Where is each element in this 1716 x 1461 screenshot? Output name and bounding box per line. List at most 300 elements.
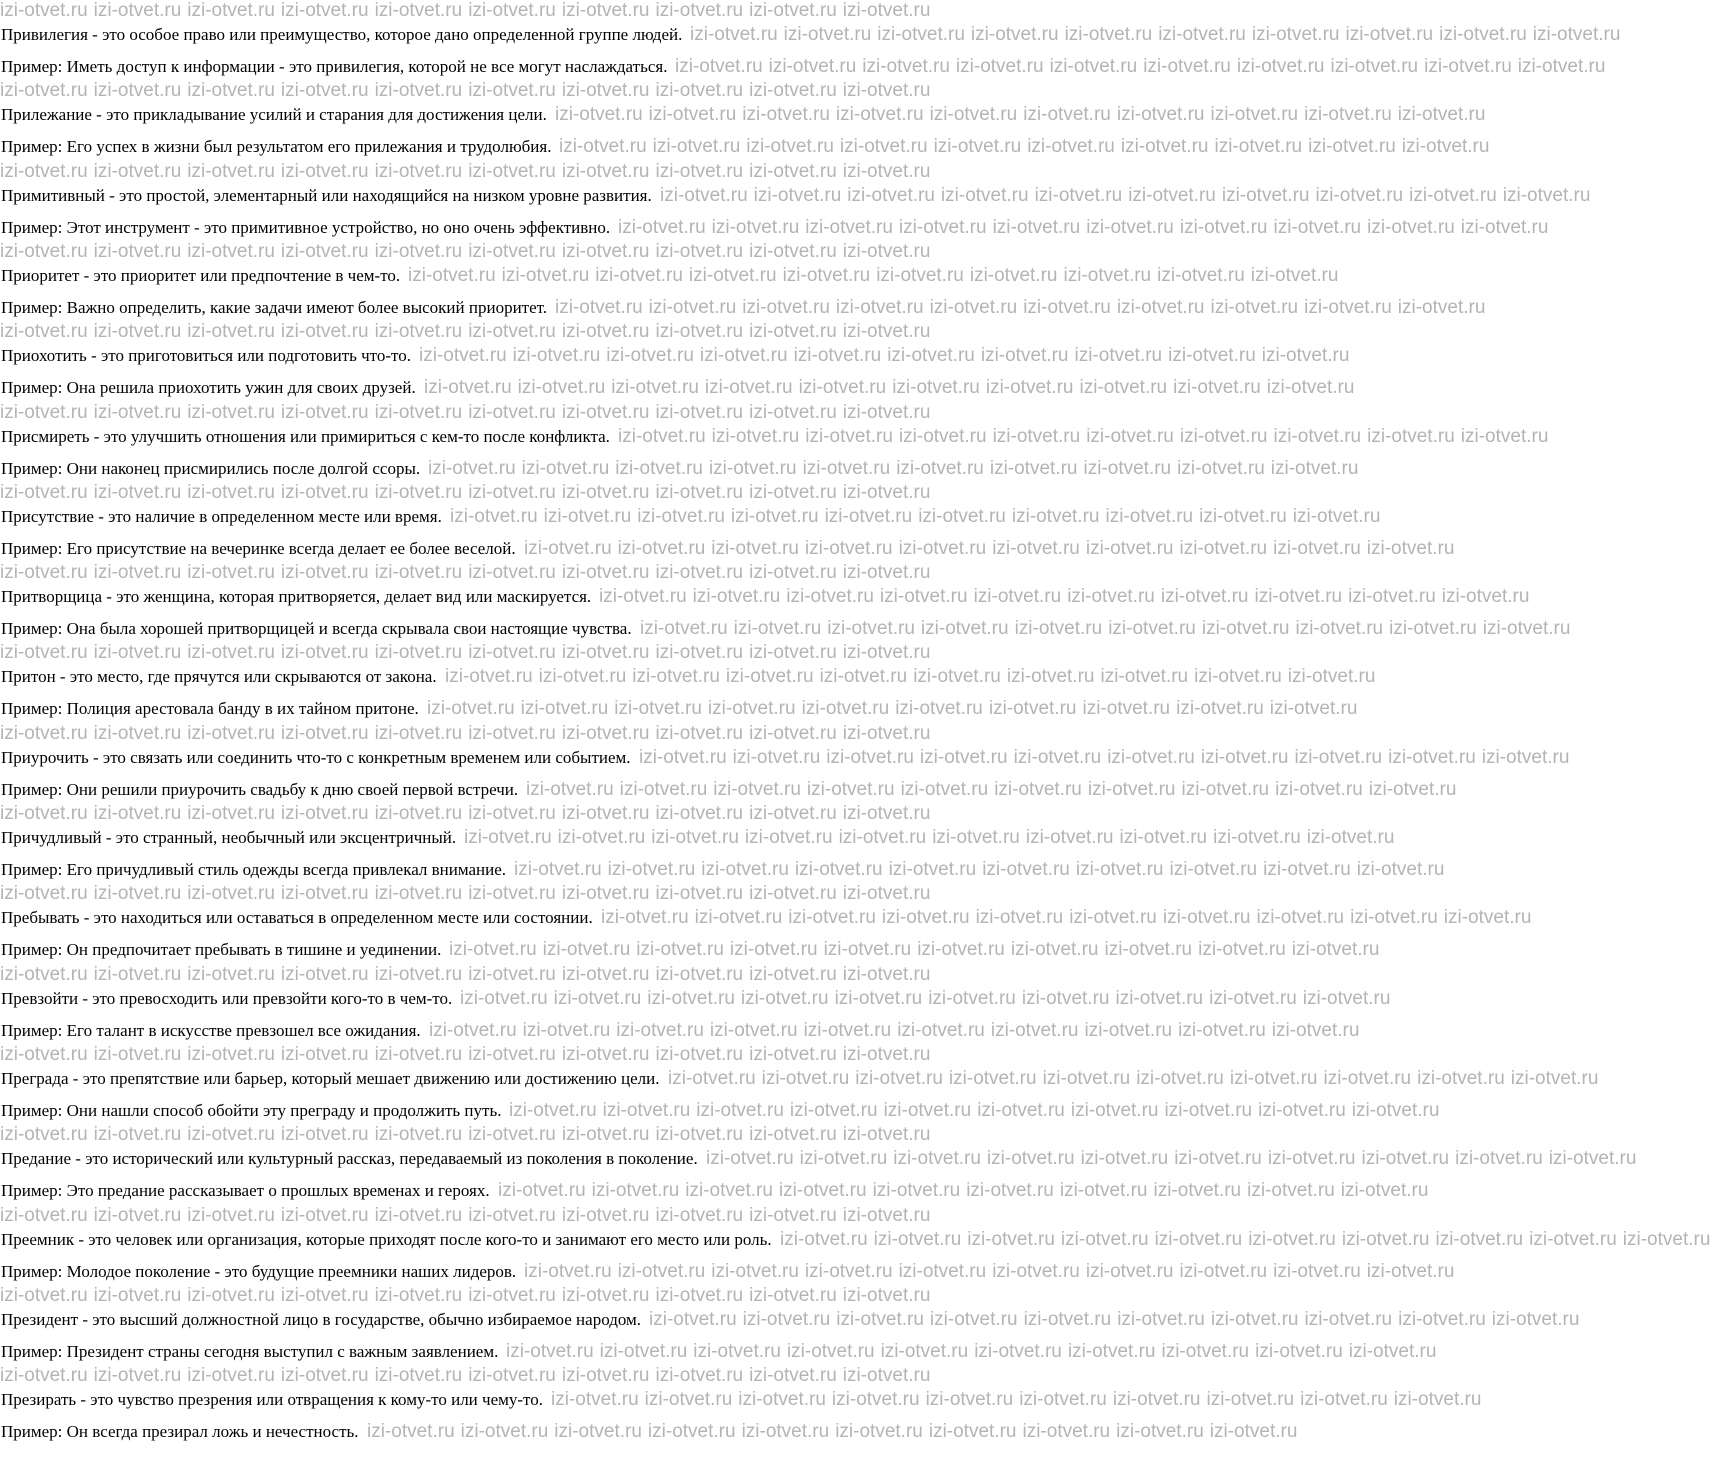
watermark-row [419,345,1350,366]
watermark-text: izi-otvet.ru [955,56,1044,77]
watermark-text: izi-otvet.ru [618,426,706,447]
watermark-text: izi-otvet.ru [636,939,724,960]
watermark-text: izi-otvet.ru [655,1043,744,1065]
watermark-text: izi-otvet.ru [187,80,275,102]
watermark-text: izi-otvet.ru [93,722,182,744]
watermark-text: izi-otvet.ru [280,1043,369,1065]
watermark-text: izi-otvet.ru [1306,827,1395,848]
watermark-text: izi-otvet.ru [655,160,744,182]
watermark-text: izi-otvet.ru [1074,345,1163,366]
watermark-text: izi-otvet.ru [93,1365,182,1387]
watermark-text: izi-otvet.ru [1263,859,1351,880]
watermark-text: izi-otvet.ru [280,1124,369,1146]
watermark-row [599,586,1530,607]
watermark-text: izi-otvet.ru [655,722,744,744]
watermark-text: izi-otvet.ru [1351,1100,1440,1121]
watermark-text: izi-otvet.ru [1108,618,1196,639]
watermark-text: izi-otvet.ru [655,481,744,503]
watermark-text: izi-otvet.ru [468,1124,556,1146]
watermark-text: izi-otvet.ru [799,1148,888,1169]
watermark-text: izi-otvet.ru [1087,779,1176,800]
watermark-text: izi-otvet.ru [749,1365,837,1387]
watermark-text: izi-otvet.ru [0,1124,88,1146]
watermark-text: izi-otvet.ru [928,1421,1017,1442]
watermark-text: izi-otvet.ru [742,1309,831,1330]
watermark-row [675,56,1606,77]
watermark-text: izi-otvet.ru [992,426,1081,447]
watermark-text: izi-otvet.ru [374,481,463,503]
term-example: Пример: Он всегда презирал ложь и нечестность. [1,1422,359,1442]
watermark-text: izi-otvet.ru [1042,1068,1131,1089]
watermark-text: izi-otvet.ru [0,401,88,423]
watermark-text: izi-otvet.ru [749,722,837,744]
watermark-text: izi-otvet.ru [732,747,821,768]
watermark-text: izi-otvet.ru [187,321,275,343]
watermark-text: izi-otvet.ru [591,1180,680,1201]
watermark-text: izi-otvet.ru [1548,1148,1637,1169]
watermark-text: izi-otvet.ru [1021,988,1110,1009]
watermark-text: izi-otvet.ru [280,1284,369,1306]
watermark-text: izi-otvet.ru [1019,1389,1107,1410]
watermark-text: izi-otvet.ru [842,401,931,423]
watermark-text: izi-otvet.ru [655,401,744,423]
watermark-row [514,859,1445,880]
watermark-text: izi-otvet.ru [1100,666,1189,687]
watermark-text: izi-otvet.ru [801,698,890,719]
watermark-text: izi-otvet.ru [632,666,720,687]
watermark-text: izi-otvet.ru [1367,426,1455,447]
watermark-text: izi-otvet.ru [842,160,931,182]
watermark-text: izi-otvet.ru [1199,506,1287,527]
watermark-text: izi-otvet.ru [93,562,182,584]
watermark-text: izi-otvet.ru [675,56,763,77]
watermark-text: izi-otvet.ru [1075,859,1164,880]
watermark-text: izi-otvet.ru [898,217,987,238]
watermark-text: izi-otvet.ru [1105,506,1194,527]
watermark-text: izi-otvet.ru [749,803,837,824]
watermark-text: izi-otvet.ru [1348,1341,1437,1362]
watermark-text: izi-otvet.ru [595,265,683,286]
watermark-row [498,1180,1429,1201]
watermark-text: izi-otvet.ru [1367,217,1455,238]
watermark-text: izi-otvet.ru [655,0,744,21]
watermark-text: izi-otvet.ru [749,401,837,423]
watermark-text: izi-otvet.ru [187,0,275,21]
term-definition: Презирать - это чувство презрения или отвращения к кому-то или чему-то. [1,1390,543,1410]
watermark-text: izi-otvet.ru [187,1365,275,1387]
watermark-text: izi-otvet.ru [468,562,556,584]
watermark-row [0,804,981,824]
watermark-text: izi-otvet.ru [900,779,989,800]
watermark-text: izi-otvet.ru [280,160,369,182]
watermark-text: izi-otvet.ru [0,1043,88,1065]
watermark-row [0,1286,981,1306]
watermark-text: izi-otvet.ru [374,963,463,985]
watermark-text: izi-otvet.ru [1361,1148,1450,1169]
watermark-text: izi-otvet.ru [804,1261,893,1282]
watermark-text: izi-otvet.ru [788,907,876,928]
watermark-text: izi-otvet.ru [1258,1100,1346,1121]
watermark-text: izi-otvet.ru [1067,1341,1156,1362]
watermark-text: izi-otvet.ru [1200,747,1289,768]
watermark-text: izi-otvet.ru [542,939,631,960]
watermark-text: izi-otvet.ru [690,24,778,45]
watermark-text: izi-otvet.ru [1206,1389,1295,1410]
watermark-text: izi-otvet.ru [1116,1421,1204,1442]
watermark-text: izi-otvet.ru [893,1148,981,1169]
watermark-text: izi-otvet.ru [989,458,1078,479]
watermark-text: izi-otvet.ru [509,1100,597,1121]
watermark-text: izi-otvet.ru [1049,56,1138,77]
watermark-row [668,1068,1599,1089]
watermark-text: izi-otvet.ru [374,1365,463,1387]
watermark-text: izi-otvet.ru [468,80,556,102]
watermark-text: izi-otvet.ru [898,426,987,447]
watermark-text: izi-otvet.ru [498,1180,586,1201]
watermark-text: izi-otvet.ru [1348,586,1436,607]
watermark-text: izi-otvet.ru [982,859,1070,880]
watermark-text: izi-otvet.ru [374,883,463,905]
watermark-text: izi-otvet.ru [1214,136,1303,157]
watermark-text: izi-otvet.ru [617,538,706,559]
term-definition: Примитивный - это простой, элементарный или находящийся на низком уровне развития. [1,185,652,205]
watermark-text: izi-otvet.ru [826,747,914,768]
watermark-text: izi-otvet.ru [925,1389,1014,1410]
watermark-text: izi-otvet.ru [709,1020,798,1041]
watermark-text: izi-otvet.ru [749,1284,837,1306]
watermark-text: izi-otvet.ru [1255,1341,1343,1362]
watermark-text: izi-otvet.ru [1178,1020,1266,1041]
watermark-text: izi-otvet.ru [652,136,741,157]
watermark-text: izi-otvet.ru [0,240,88,262]
watermark-text: izi-otvet.ru [561,803,650,824]
watermark-text: izi-otvet.ru [468,1204,556,1226]
watermark-text: izi-otvet.ru [655,240,744,262]
watermark-text: izi-otvet.ru [601,907,689,928]
watermark-text: izi-otvet.ru [704,377,793,398]
watermark-text: izi-otvet.ru [1164,1100,1253,1121]
watermark-text: izi-otvet.ru [744,827,833,848]
watermark-text: izi-otvet.ru [551,1389,639,1410]
watermark-text: izi-otvet.ru [1424,56,1512,77]
watermark-text: izi-otvet.ru [1176,698,1264,719]
watermark-text: izi-otvet.ru [1273,1261,1361,1282]
watermark-text: izi-otvet.ru [561,883,650,905]
watermark-row [618,426,1549,447]
watermark-text: izi-otvet.ru [749,481,837,503]
watermark-text: izi-otvet.ru [187,642,275,664]
watermark-text: izi-otvet.ru [842,321,931,343]
watermark-text: izi-otvet.ru [1027,136,1115,157]
watermark-row [706,1148,1637,1169]
watermark-text: izi-otvet.ru [280,401,369,423]
watermark-text: izi-otvet.ru [468,803,556,824]
watermark-text: izi-otvet.ru [741,1421,830,1442]
watermark-text: izi-otvet.ru [990,1020,1079,1041]
term-example: Пример: Они наконец присмирились после долгой ссоры. [1,458,421,478]
watermark-text: izi-otvet.ru [729,939,818,960]
watermark-text: izi-otvet.ru [919,747,1008,768]
watermark-text: izi-otvet.ru [615,458,703,479]
watermark-text: izi-otvet.ru [803,1020,892,1041]
watermark-text: izi-otvet.ru [1161,1341,1250,1362]
watermark-text: izi-otvet.ru [749,240,837,262]
watermark-text: izi-otvet.ru [1143,56,1231,77]
watermark-text: izi-otvet.ru [374,0,463,21]
watermark-text: izi-otvet.ru [913,666,1001,687]
watermark-text: izi-otvet.ru [1079,377,1168,398]
term-example: Пример: Полиция арестовала банду в их тайном притоне. [1,699,419,719]
watermark-text: izi-otvet.ru [699,345,788,366]
watermark-text: izi-otvet.ru [464,827,552,848]
watermark-text: izi-otvet.ru [1302,988,1391,1009]
watermark-text: izi-otvet.ru [1069,907,1157,928]
watermark-text: izi-otvet.ru [1179,1261,1268,1282]
watermark-text: izi-otvet.ru [1107,747,1195,768]
watermark-text: izi-otvet.ru [93,80,182,102]
watermark-text: izi-otvet.ru [561,240,650,262]
watermark-text: izi-otvet.ru [1006,666,1095,687]
watermark-row [559,136,1490,157]
watermark-text: izi-otvet.ru [980,345,1069,366]
watermark-text: izi-otvet.ru [804,538,893,559]
watermark-text: izi-otvet.ru [1011,506,1100,527]
watermark-text: izi-otvet.ru [1194,666,1282,687]
watermark-text: izi-otvet.ru [648,297,737,318]
watermark-text: izi-otvet.ru [898,1261,987,1282]
watermark-text: izi-otvet.ru [280,481,369,503]
watermark-text: izi-otvet.ru [928,988,1016,1009]
watermark-text: izi-otvet.ru [374,321,463,343]
term-example: Пример: Иметь доступ к информации - это привилегия, которой не все могут наслаждаться. [1,57,668,76]
watermark-text: izi-otvet.ru [1491,1309,1580,1330]
watermark-text: izi-otvet.ru [783,24,872,45]
watermark-text: izi-otvet.ru [749,321,837,343]
watermark-text: izi-otvet.ru [694,907,783,928]
watermark-row [445,666,1376,687]
watermark-row [0,322,981,342]
watermark-text: izi-otvet.ru [749,0,837,21]
watermark-text: izi-otvet.ru [1169,859,1258,880]
watermark-text: izi-otvet.ru [555,104,643,125]
watermark-row [0,1366,981,1386]
watermark-text: izi-otvet.ru [895,698,983,719]
watermark-text: izi-otvet.ru [842,562,931,584]
watermark-text: izi-otvet.ru [187,240,275,262]
watermark-text: izi-otvet.ru [514,859,602,880]
watermark-text: izi-otvet.ru [0,722,88,744]
watermark-text: izi-otvet.ru [838,827,927,848]
watermark-text: izi-otvet.ru [1154,1229,1243,1250]
watermark-text: izi-otvet.ru [1356,859,1445,880]
watermark-text: izi-otvet.ru [929,104,1018,125]
watermark-text: izi-otvet.ru [561,562,650,584]
watermark-text: izi-otvet.ru [429,1020,517,1041]
watermark-text: izi-otvet.ru [524,538,612,559]
watermark-text: izi-otvet.ru [827,618,915,639]
watermark-text: izi-otvet.ru [561,1365,650,1387]
term-example: Пример: Его талант в искусстве превзошел все ожидания. [1,1020,421,1040]
watermark-text: izi-otvet.ru [876,265,964,286]
watermark-text: izi-otvet.ru [883,1100,972,1121]
watermark-text: izi-otvet.ru [1308,136,1396,157]
watermark-text: izi-otvet.ru [862,56,950,77]
term-example: Пример: Он предпочитает пребывать в тишине и уединении. [1,940,442,960]
watermark-text: izi-otvet.ru [374,1284,463,1306]
watermark-text: izi-otvet.ru [1013,747,1102,768]
watermark-text: izi-otvet.ru [639,747,727,768]
watermark-text: izi-otvet.ru [0,803,88,824]
watermark-text: izi-otvet.ru [1304,104,1392,125]
watermark-text: izi-otvet.ru [617,1261,706,1282]
watermark-row [524,1261,1455,1282]
watermark-text: izi-otvet.ru [93,160,182,182]
watermark-text: izi-otvet.ru [918,506,1006,527]
watermark-text: izi-otvet.ru [786,1341,875,1362]
watermark-text: izi-otvet.ru [749,1204,837,1226]
watermark-text: izi-otvet.ru [1210,104,1299,125]
watermark-text: izi-otvet.ru [1120,136,1209,157]
watermark-text: izi-otvet.ru [1104,939,1193,960]
watermark-text: izi-otvet.ru [1060,1229,1149,1250]
watermark-text: izi-otvet.ru [1261,345,1350,366]
watermark-text: izi-otvet.ru [280,321,369,343]
watermark-text: izi-otvet.ru [648,104,737,125]
watermark-text: izi-otvet.ru [1510,1068,1599,1089]
watermark-text: izi-otvet.ru [749,80,837,102]
watermark-text: izi-otvet.ru [0,883,88,905]
watermark-text: izi-otvet.ru [1532,24,1621,45]
watermark-text: izi-otvet.ru [749,642,837,664]
watermark-text: izi-otvet.ru [468,642,556,664]
watermark-text: izi-otvet.ru [1269,698,1358,719]
watermark-text: izi-otvet.ru [842,883,931,905]
watermark-text: izi-otvet.ru [419,345,507,366]
watermark-text: izi-otvet.ru [836,1309,924,1330]
watermark-text: izi-otvet.ru [1409,185,1497,206]
watermark-text: izi-otvet.ru [0,160,88,182]
watermark-text: izi-otvet.ru [187,883,275,905]
watermark-text: izi-otvet.ru [1119,827,1208,848]
watermark-text: izi-otvet.ru [521,458,610,479]
watermark-text: izi-otvet.ru [606,345,694,366]
watermark-text: izi-otvet.ru [1455,1148,1543,1169]
watermark-text: izi-otvet.ru [93,321,182,343]
watermark-text: izi-otvet.ru [749,562,837,584]
watermark-text: izi-otvet.ru [187,722,275,744]
watermark-text: izi-otvet.ru [1393,1389,1482,1410]
watermark-text: izi-otvet.ru [696,1100,784,1121]
watermark-text: izi-otvet.ru [842,1204,931,1226]
watermark-text: izi-otvet.ru [707,698,796,719]
watermark-text: izi-otvet.ru [543,506,632,527]
watermark-text: izi-otvet.ru [701,859,789,880]
watermark-text: izi-otvet.ru [553,988,642,1009]
watermark-text: izi-otvet.ru [187,562,275,584]
watermark-text: izi-otvet.ru [768,56,857,77]
watermark-text: izi-otvet.ru [831,1389,920,1410]
watermark-text: izi-otvet.ru [1460,426,1549,447]
watermark-text: izi-otvet.ru [649,1309,737,1330]
watermark-text: izi-otvet.ru [749,1124,837,1146]
watermark-text: izi-otvet.ru [561,321,650,343]
watermark-text: izi-otvet.ru [1251,24,1340,45]
watermark-text: izi-otvet.ru [655,1284,744,1306]
watermark-text: izi-otvet.ru [93,240,182,262]
watermark-text: izi-otvet.ru [967,1229,1055,1250]
watermark-text: izi-otvet.ru [1116,297,1205,318]
watermark-text: izi-otvet.ru [1022,1421,1111,1442]
term-example: Пример: Они нашли способ обойти эту преграду и продолжить путь. [1,1100,502,1120]
watermark-text: izi-otvet.ru [468,321,556,343]
term-definition: Причудливый - это странный, необычный или эксцентричный. [1,828,457,847]
watermark-text: izi-otvet.ru [561,1284,650,1306]
watermark-row [0,81,981,101]
watermark-text: izi-otvet.ru [0,1284,88,1306]
watermark-text: izi-otvet.ru [561,642,650,664]
watermark-text: izi-otvet.ru [1304,1309,1393,1330]
watermark-text: izi-otvet.ru [1229,1068,1318,1089]
watermark-row [555,104,1486,125]
watermark-text: izi-otvet.ru [607,859,696,880]
watermark-text: izi-otvet.ru [501,265,590,286]
watermark-text: izi-otvet.ru [1210,1309,1299,1330]
watermark-text: izi-otvet.ru [1179,217,1268,238]
watermark-text: izi-otvet.ru [506,1341,594,1362]
watermark-text: izi-otvet.ru [1083,458,1172,479]
watermark-text: izi-otvet.ru [616,1020,704,1041]
watermark-text: izi-otvet.ru [640,618,728,639]
watermark-text: izi-otvet.ru [93,963,182,985]
watermark-text: izi-otvet.ru [561,1124,650,1146]
watermark-text: izi-otvet.ru [1023,104,1111,125]
watermark-text: izi-otvet.ru [468,401,556,423]
watermark-text: izi-otvet.ru [888,859,977,880]
watermark-row [464,827,1395,848]
watermark-text: izi-otvet.ru [1273,426,1362,447]
watermark-text: izi-otvet.ru [445,666,533,687]
watermark-text: izi-otvet.ru [561,1204,650,1226]
watermark-text: izi-otvet.ru [1287,666,1376,687]
watermark-text: izi-otvet.ru [1291,939,1380,960]
watermark-text: izi-otvet.ru [842,1043,931,1065]
watermark-text: izi-otvet.ru [0,481,88,503]
watermark-text: izi-otvet.ru [835,104,924,125]
watermark-text: izi-otvet.ru [1064,24,1153,45]
watermark-text: izi-otvet.ru [187,401,275,423]
watermark-row [509,1100,1440,1121]
watermark-text: izi-otvet.ru [374,562,463,584]
watermark-text: izi-otvet.ru [1023,297,1111,318]
watermark-row [660,185,1591,206]
watermark-text: izi-otvet.ru [842,0,931,21]
watermark-text: izi-otvet.ru [561,481,650,503]
watermark-row [460,988,1391,1009]
watermark-text: izi-otvet.ru [1213,827,1301,848]
watermark-row [408,265,1339,286]
watermark-text: izi-otvet.ru [881,907,970,928]
watermark-text: izi-otvet.ru [1460,217,1549,238]
watermark-row [0,403,981,423]
watermark-text: izi-otvet.ru [805,217,893,238]
watermark-text: izi-otvet.ru [280,1204,369,1226]
watermark-text: izi-otvet.ru [1085,1261,1174,1282]
watermark-text: izi-otvet.ru [740,988,829,1009]
watermark-text: izi-otvet.ru [1502,185,1591,206]
watermark-text: izi-otvet.ru [655,803,744,824]
watermark-text: izi-otvet.ru [1389,618,1477,639]
watermark-text: izi-otvet.ru [561,401,650,423]
